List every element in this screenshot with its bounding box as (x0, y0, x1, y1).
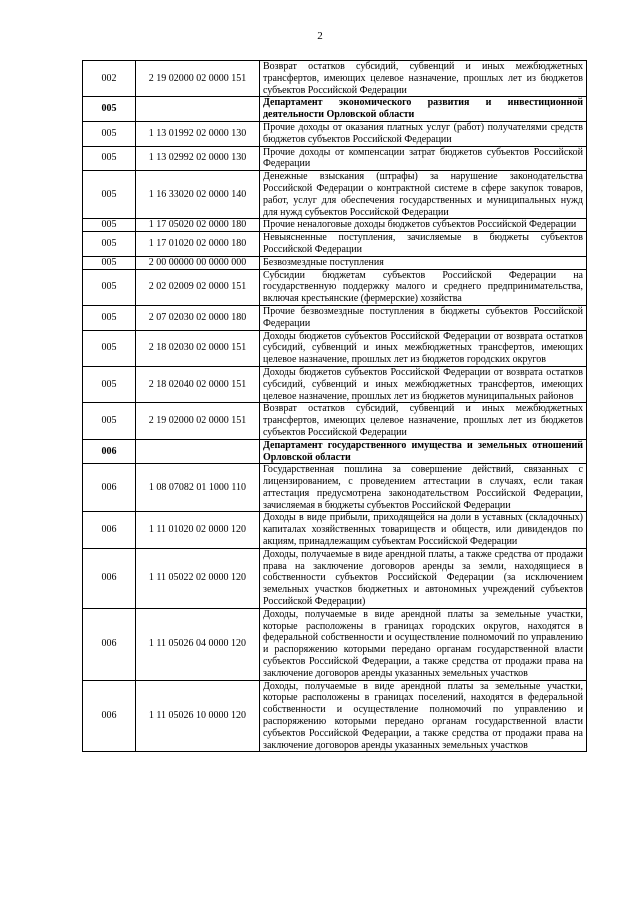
admin-code-cell: 006 (83, 512, 136, 548)
revenue-name-cell: Доходы бюджетов субъектов Российской Федерации от возврата остатков субсидий, субвенций и иных межбюджетных трансфертов, имеющих целевое назначение, прошлых лет из бюджетов городских округов (260, 330, 587, 366)
admin-code-cell: 005 (83, 232, 136, 257)
revenue-code-cell: 2 07 02030 02 0000 180 (136, 305, 260, 330)
table-row (83, 330, 587, 366)
table-row (83, 608, 587, 680)
revenue-name-cell: Безвозмездные поступления (260, 256, 587, 269)
table-row (83, 97, 587, 122)
admin-code-cell: 005 (83, 366, 136, 402)
table-row (83, 403, 587, 439)
admin-code-cell: 005 (83, 146, 136, 171)
table-row (83, 512, 587, 548)
revenue-code-cell: 2 00 00000 00 0000 000 (136, 256, 260, 269)
admin-code-cell: 006 (83, 680, 136, 752)
revenue-code-cell: 2 19 02000 02 0000 151 (136, 61, 260, 97)
table-row (83, 171, 587, 219)
admin-code-cell: 005 (83, 269, 136, 305)
table-body (83, 61, 587, 752)
revenue-name-cell: Денежные взыскания (штрафы) за нарушение законодательства Российской Федерации о контрактной системе в сфере закупок товаров, работ, услуг для обеспечения государственных и муниципальных нужд для нужд субъектов Российской Федерации (260, 171, 587, 219)
admin-code-cell: 006 (83, 439, 136, 464)
admin-code-cell: 006 (83, 548, 136, 608)
table-row (83, 61, 587, 97)
revenue-code-cell: 1 17 05020 02 0000 180 (136, 219, 260, 232)
table-row (83, 464, 587, 512)
admin-code-cell: 005 (83, 121, 136, 146)
revenue-code-cell: 1 13 01992 02 0000 130 (136, 121, 260, 146)
revenue-code-cell: 2 18 02040 02 0000 151 (136, 366, 260, 402)
revenue-name-cell: Доходы бюджетов субъектов Российской Федерации от возврата остатков субсидий, субвенций и иных межбюджетных трансфертов, имеющих целевое назначение, прошлых лет из бюджетов муниципальных районов (260, 366, 587, 402)
admin-code-cell: 005 (83, 330, 136, 366)
admin-code-cell: 005 (83, 403, 136, 439)
revenue-code-cell: 1 13 02992 02 0000 130 (136, 146, 260, 171)
revenue-name-cell: Возврат остатков субсидий, субвенций и иных межбюджетных трансфертов, имеющих целевое назначение, прошлых лет из бюджетов субъектов Российской Федерации (260, 61, 587, 97)
revenue-code-cell: 1 16 33020 02 0000 140 (136, 171, 260, 219)
revenue-name-cell: Прочие неналоговые доходы бюджетов субъектов Российской Федерации (260, 219, 587, 232)
revenue-code-cell (136, 97, 260, 122)
table-row (83, 232, 587, 257)
table-row (83, 121, 587, 146)
admin-code-cell: 005 (83, 219, 136, 232)
revenue-code-cell: 1 11 05026 04 0000 120 (136, 608, 260, 680)
admin-code-cell: 005 (83, 97, 136, 122)
page-number: 2 (317, 30, 323, 42)
revenue-codes-table (82, 60, 587, 752)
table-row (83, 219, 587, 232)
table-row (83, 439, 587, 464)
admin-code-cell: 006 (83, 608, 136, 680)
admin-code-cell: 005 (83, 256, 136, 269)
revenue-name-cell: Прочие доходы от оказания платных услуг (работ) получателями средств бюджетов субъектов Российской Федерации (260, 121, 587, 146)
revenue-name-cell: Прочие безвозмездные поступления в бюджеты субъектов Российской Федерации (260, 305, 587, 330)
table-row (83, 269, 587, 305)
revenue-code-cell: 1 17 01020 02 0000 180 (136, 232, 260, 257)
admin-code-cell: 006 (83, 464, 136, 512)
revenue-name-cell: Возврат остатков субсидий, субвенций и иных межбюджетных трансфертов, имеющих целевое назначение, прошлых лет из бюджетов субъектов Российской Федерации (260, 403, 587, 439)
revenue-name-cell: Субсидии бюджетам субъектов Российской Федерации на государственную поддержку малого и среднего предпринимательства, включая крестьянские (фермерские) хозяйства (260, 269, 587, 305)
revenue-name-cell: Департамент государственного имущества и земельных отношений Орловской области (260, 439, 587, 464)
revenue-code-cell: 1 08 07082 01 1000 110 (136, 464, 260, 512)
revenue-name-cell: Государственная пошлина за совершение действий, связанных с лицензированием, с проведением аттестации в случаях, если такая аттестация предусмотрена законодательством Российской Федерации, зачисляемая в бюджеты субъектов Российской Федерации (260, 464, 587, 512)
admin-code-cell: 005 (83, 171, 136, 219)
revenue-name-cell: Доходы, получаемые в виде арендной платы за земельные участки, которые расположены в границах городских округов, находятся в федеральной собственности и осуществление полномочий по управлению и распоряжению которыми передано органам государственной власти субъектов Российской Федерации, а также средства от продажи права на заключение договоров аренды указанных земельных участков (260, 608, 587, 680)
revenue-code-cell: 1 11 05026 10 0000 120 (136, 680, 260, 752)
revenue-code-cell: 2 18 02030 02 0000 151 (136, 330, 260, 366)
revenue-name-cell: Невыясненные поступления, зачисляемые в бюджеты субъектов Российской Федерации (260, 232, 587, 257)
revenue-code-cell (136, 439, 260, 464)
admin-code-cell: 002 (83, 61, 136, 97)
table-row (83, 680, 587, 752)
table-row (83, 548, 587, 608)
revenue-code-cell: 2 02 02009 02 0000 151 (136, 269, 260, 305)
table-row (83, 146, 587, 171)
table-row (83, 256, 587, 269)
revenue-code-cell: 1 11 05022 02 0000 120 (136, 548, 260, 608)
revenue-name-cell: Доходы, получаемые в виде арендной платы, а также средства от продажи права на заключение договоров аренды за земли, находящиеся в собственности субъектов Российской Федерации (за исключением земельных участков бюджетных и автономных учреждений субъектов Российской Федерации) (260, 548, 587, 608)
table-row (83, 366, 587, 402)
revenue-name-cell: Департамент экономического развития и инвестиционной деятельности Орловской области (260, 97, 587, 122)
revenue-name-cell: Доходы в виде прибыли, приходящейся на доли в уставных (складочных) капиталах хозяйственных товариществ и обществ, или дивидендов по акциям, принадлежащим субъектам Российской Федерации (260, 512, 587, 548)
admin-code-cell: 005 (83, 305, 136, 330)
revenue-name-cell: Доходы, получаемые в виде арендной платы за земельные участки, которые расположены в границах поселений, находятся в федеральной собственности и осуществление полномочий по управлению и распоряжению которыми передано органам государственной власти субъектов Российской Федерации, а также средства от продажи права на заключение договоров аренды указанных земельных участков (260, 680, 587, 752)
revenue-name-cell: Прочие доходы от компенсации затрат бюджетов субъектов Российской Федерации (260, 146, 587, 171)
table-row (83, 305, 587, 330)
revenue-code-cell: 2 19 02000 02 0000 151 (136, 403, 260, 439)
revenue-code-cell: 1 11 01020 02 0000 120 (136, 512, 260, 548)
